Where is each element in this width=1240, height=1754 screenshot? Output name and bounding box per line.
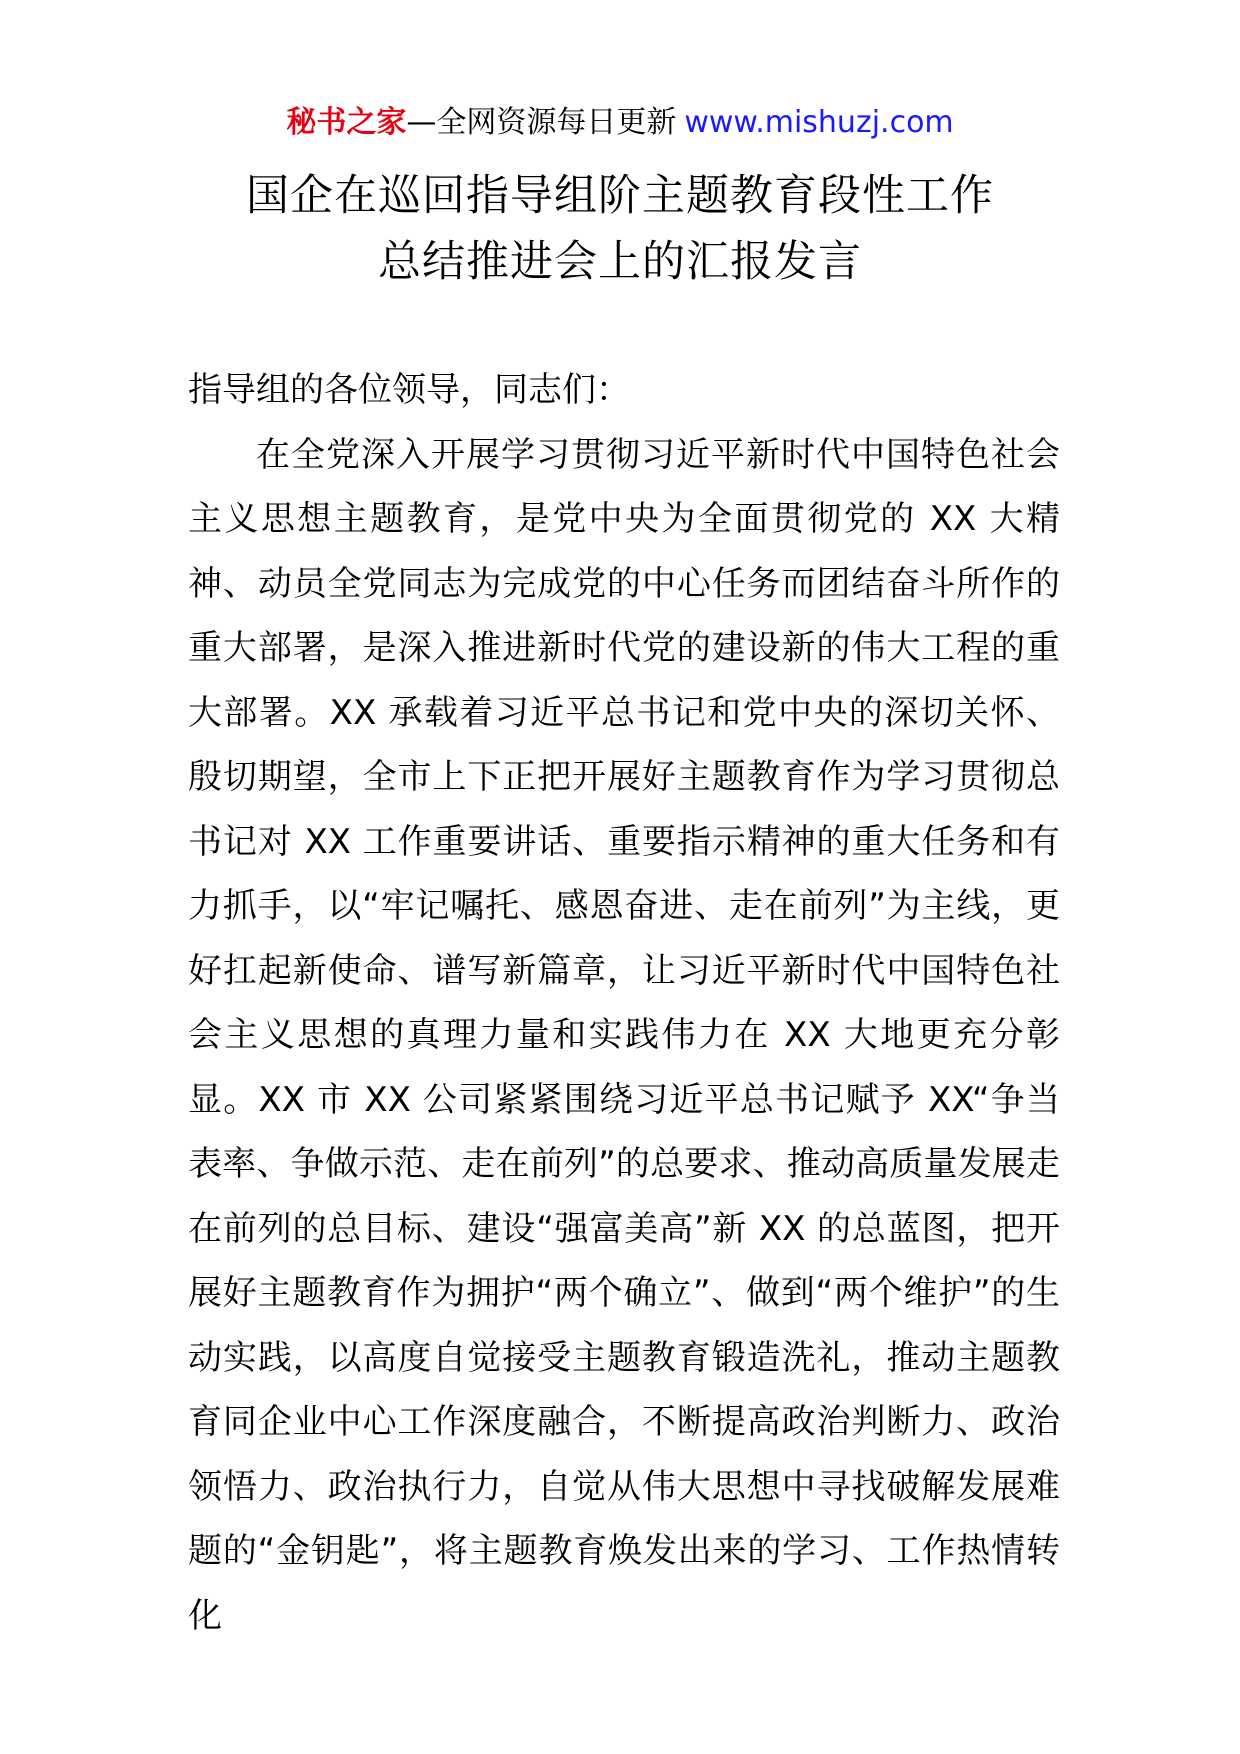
body-paragraph: 在全党深入开展学习贯彻习近平新时代中国特色社会主义思想主题教育，是党中央为全面贯彻党的 XX 大精神、动员全党同志为完成党的中心任务而团结奋斗所作的重大部署，是深入推进新时代党的建设新的伟大工程的重大部署。XX 承载着习近平总书记和党中央的深切关怀、殷切期望，全市上下正把开展好主题教育作为学习贯彻总书记对 XX 工作重要讲话、重要指示精神的重大任务和有力抓手，以“牢记嘱托、感恩奋进、走在前列”为主线，更好扛起新使命、谱写新篇章，让习近平新时代中国特色社会主义思想的真理力量和实践伟力在 XX 大地更充分彰显。XX 市 XX 公司紧紧围绕习近平总书记赋予 XX“争当表率、争做示范、走在前列”的总要求、推动高质量发展走在前列的总目标、建设“强富美高”新 XX 的总蓝图，把开展好主题教育作为拥护“两个确立”、做到“两个维护”的生动实践，以高度自觉接受主题教育锻造洗礼，推动主题教育同企业中心工作深度融合，不断提高政治判断力、政治领悟力、政治执行力，自觉从伟大思想中寻找破解发展难题的“金钥匙”，将主题教育焕发出来的学习、工作热情转化 xyxy=(188,434,1060,1636)
document-body xyxy=(188,358,1060,1648)
site-url-link[interactable]: www.mishuzj.com xyxy=(684,105,954,140)
document-title xyxy=(0,163,1240,295)
salutation: 指导组的各位领导，同志们： xyxy=(188,370,630,410)
brand-name: 秘书之家 xyxy=(286,105,407,140)
title-line-2: 总结推进会上的汇报发言 xyxy=(378,237,862,287)
site-header xyxy=(0,102,1240,144)
header-slogan: —全网资源每日更新 xyxy=(406,105,677,140)
title-line-1: 国企在巡回指导组阶主题教育段性工作 xyxy=(246,171,994,221)
